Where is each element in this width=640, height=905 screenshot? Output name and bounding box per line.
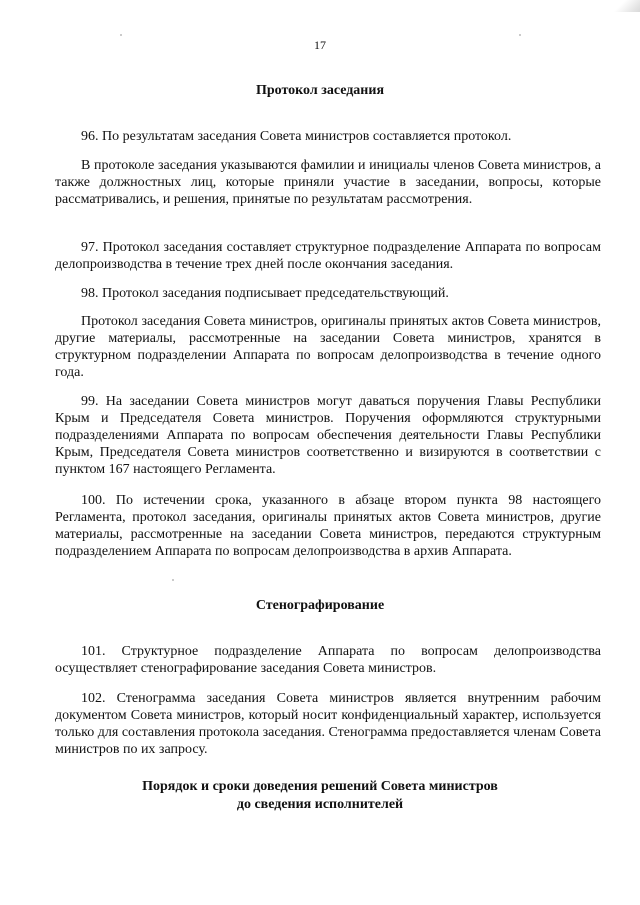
scan-speck: [519, 34, 521, 36]
paragraph-protocol-contents: В протоколе заседания указываются фамилии и инициалы членов Совета министров, а также должностных лиц, которые приняли участие в заседании, вопросы, которые рассматривались, и решения, принятые по результатам рассмотрения.: [55, 158, 601, 207]
scan-speck: [172, 579, 174, 581]
paragraph-protocol-storage: Протокол заседания Совета министров, оригиналы принятых актов Совета министров, другие материалы, рассмотренные на заседании Совета министров, хранятся в структурном подразделении Аппарата по вопросам делопроизводства в течение одного года.: [55, 314, 601, 380]
paragraph-98: 98. Протокол заседания подписывает председательствующий.: [81, 286, 449, 301]
page-number: 17: [314, 38, 326, 52]
paragraph-101: 101. Структурное подразделение Аппарата по вопросам делопроизводства осуществляет стенографирование заседания Совета министров.: [55, 644, 601, 676]
section-heading-decisions-line1: Порядок и сроки доведения решений Совета министров: [142, 779, 498, 794]
section-heading-protocol: Протокол заседания: [255, 83, 385, 98]
paragraph-102: 102. Стенограмма заседания Совета министров является внутренним рабочим документом Совета министров, который носит конфиденциальный характер, используется только для составления протокола заседания. Стенограмма предоставляется членам Совета министров по их запросу.: [55, 691, 601, 757]
paragraph-100: 100. По истечении срока, указанного в абзаце втором пункта 98 настоящего Регламента, протокол заседания, оригиналы принятых актов Совета министров, другие материалы, рассмотренные на заседании Совета министров, передаются структурным подразделением Аппарата по вопросам делопроизводства в архив Аппарата.: [55, 493, 601, 559]
scan-speck: [120, 34, 122, 36]
section-heading-stenography: Стенографирование: [255, 598, 385, 613]
paragraph-99: 99. На заседании Совета министров могут даваться поручения Главы Республики Крым и Председателя Совета министров. Поручения оформляются структурными подразделениями Аппарата по вопросам обеспечения деятельности Главы Республики Крым, Председателя Совета министров соответственно и визируются в соответствии с пунктом 167 настоящего Регламента.: [55, 394, 601, 477]
paragraph-96: 96. По результатам заседания Совета министров составляется протокол.: [81, 129, 512, 144]
section-heading-decisions-line2: до сведения исполнителей: [236, 797, 404, 812]
scan-corner-mark: [614, 0, 640, 12]
paragraph-97: 97. Протокол заседания составляет структурное подразделение Аппарата по вопросам делопроизводства в течение трех дней после окончания заседания.: [55, 240, 601, 272]
